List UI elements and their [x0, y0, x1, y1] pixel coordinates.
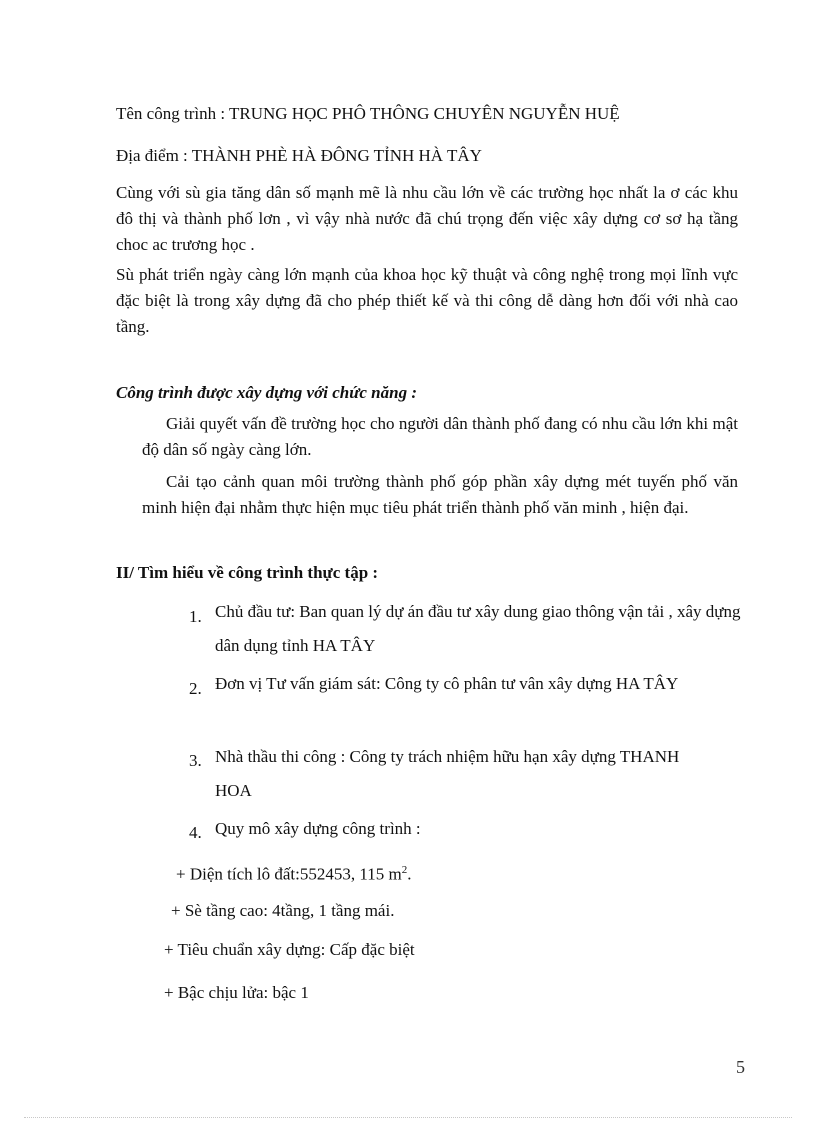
function-heading: Công trình được xây dựng với chức năng : — [116, 383, 417, 402]
footer-divider — [24, 1117, 792, 1118]
detail-floors: + Sè tầng cao: 4tầng, 1 tầng mái. — [171, 901, 395, 920]
detail-area-end: . — [407, 864, 412, 884]
function-block — [142, 411, 738, 521]
detail-area-sup: 2 — [401, 864, 408, 876]
project-name-line: Tên công trình : TRUNG HỌC PHÔ THÔNG CHUYÊN NGUYỄN HUỆ — [116, 104, 620, 123]
page-number: 5 — [736, 1057, 745, 1077]
detail-standard: + Tiêu chuẩn xây dựng: Cấp đặc biệt — [164, 940, 415, 959]
list-number-3: 3. — [189, 751, 202, 770]
list-item-1: Chủ đầu tư: Ban quan lý dự án đầu tư xây dung giao thông vận tải , xây dựng dân dụng tỉnh HA TÂY — [215, 602, 741, 655]
list-number-2: 2. — [189, 679, 202, 698]
intro-block — [116, 180, 738, 340]
list-item-3: Nhà thầu thi công : Công ty trách nhiệm hữu hạn xây dựng THANH HOA — [215, 747, 680, 800]
intro-paragraph-2: Sù phát triển ngày càng lớn mạnh của khoa học kỹ thuật và công nghệ trong mọi lĩnh vực đặc biệt là trong xây dựng đã cho phép thiết kế và thi công dễ dàng hơn đối với nhà cao tầng. — [116, 265, 738, 336]
function-paragraph-2: Cải tạo cảnh quan môi trường thành phố góp phần xây dựng mét tuyến phố văn minh hiện đại nhằm thực hiện mục tiêu phát triển thành phố văn minh , hiện đại. — [142, 472, 738, 517]
location-line: Địa điểm : THÀNH PHÈ HÀ ĐÔNG TỈNH HÀ TÂY — [116, 146, 482, 165]
intro-paragraph-1: Cùng với sù gia tăng dân số mạnh mẽ là nhu cầu lớn về các trường học nhất la ơ các khu đô thị và thành phố lơn , vì vậy nhà nước đã chú trọng đến việc xây dựng cơ sơ hạ tầng choc ac trương học . — [116, 183, 738, 254]
list-number-4: 4. — [189, 823, 202, 842]
list-item-2: Đơn vị Tư vấn giám sát: Công ty cô phân tư vân xây dựng HA TÂY — [215, 674, 679, 693]
detail-area-text: + Diện tích lô đất:552453, 115 m — [176, 864, 402, 884]
list-item-4: Quy mô xây dựng công trình : — [215, 819, 421, 838]
section2-heading: II/ Tìm hiểu về công trình thực tập : — [116, 563, 379, 582]
detail-area — [176, 860, 411, 885]
detail-fire-rating: + Bậc chịu lửa: bậc 1 — [164, 983, 309, 1002]
list-number-1: 1. — [189, 607, 202, 626]
function-paragraph-1: Giải quyết vấn đề trường học cho người dân thành phố đang có nhu cầu lớn khi mật độ dân số ngày càng lớn. — [142, 414, 738, 459]
